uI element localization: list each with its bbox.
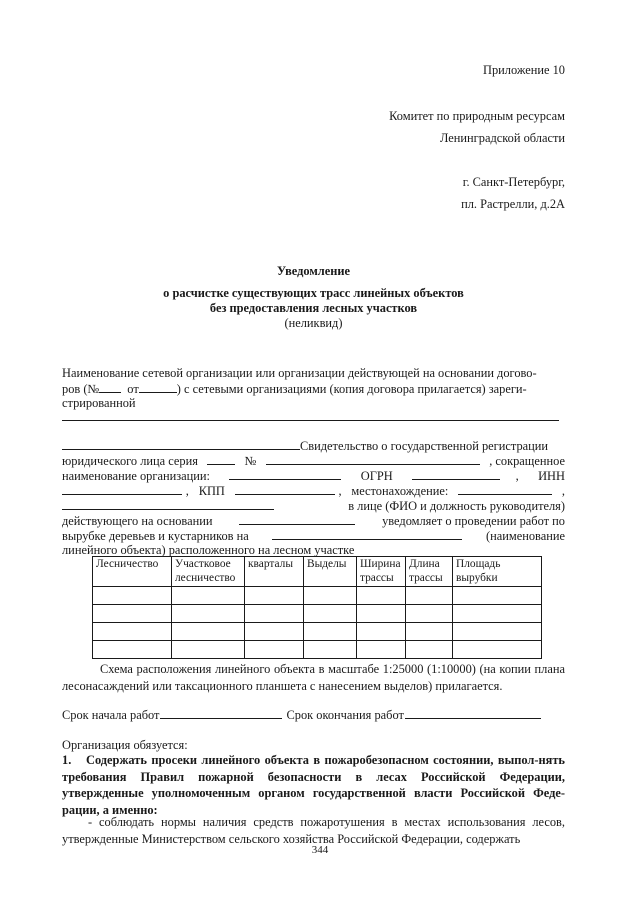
ogrn-sep: , (515, 469, 519, 483)
obligation-item-1 (62, 752, 565, 818)
represented-by-label: в лице (ФИО и должность руководителя) (348, 499, 565, 513)
end-date-label: Срок окончания работ (286, 708, 404, 722)
header-district-forestry: Участковое лесничество (172, 557, 245, 587)
felling-label: вырубке деревьев и кустарников на (62, 529, 249, 543)
reg-number-label: № (244, 454, 257, 468)
location-field-2[interactable] (62, 497, 274, 510)
start-date-label: Срок начала работ (62, 708, 160, 722)
header-felling-area: Площадь вырубки (453, 557, 542, 587)
contract-date-label: от (127, 382, 139, 396)
addressee-org-line2: Ленинградской области (439, 131, 565, 145)
header-forestry: Лесничество (93, 557, 172, 587)
addressee-org-line1: Комитет по природным ресурсам (389, 109, 565, 123)
intro-line3: стрированной (62, 396, 136, 410)
notifies-label: уведомляет о проведении работ по (382, 514, 565, 528)
kpp-field[interactable] (235, 482, 335, 495)
intro-line2-end: ) с сетевыми организациями (копия договора прилагается) зареги- (176, 382, 527, 396)
ogrn-field[interactable] (412, 467, 500, 480)
table-header-row (93, 557, 542, 587)
location-field[interactable] (458, 482, 552, 495)
header-route-width: Ширина трассы (357, 557, 406, 587)
org-name-label: наименование организации: (62, 469, 210, 483)
intro-line1: Наименование сетевой организации или организации действующей на основании догово- (62, 366, 537, 380)
contract-number-field[interactable] (99, 380, 121, 393)
form-line-7: линейного объекта) расположенного на лесном участке (62, 543, 355, 557)
obligation-item-1-number: 1. (62, 753, 72, 767)
obligations-intro: Организация обязуется: (62, 738, 188, 752)
document-subtitle-line2: без предоставления лесных участков (209, 301, 418, 315)
contract-number-label: ров (№ (62, 382, 100, 396)
org-name-field-2[interactable] (62, 437, 300, 450)
start-date-field[interactable] (160, 706, 282, 719)
obligation-item-1-text: Содержать просеки линейного объекта в пожаробезопасном состоянии, выпол-нять требования Правил пожарной безопасности в лесах Российской Федерации, утвержденные уполномоченным органом государственной власти Российской Феде-рации, а именно: (62, 753, 565, 817)
end-date-field[interactable] (405, 706, 541, 719)
document-subtitle-line1: о расчистке существующих трасс линейных объектов (163, 286, 464, 300)
kpp-label: КПП (198, 484, 225, 498)
table-row (93, 623, 542, 641)
document-subtitle-line3: (неликвид) (284, 316, 343, 330)
contract-date-field[interactable] (139, 380, 177, 393)
addressee-city: г. Санкт-Петербург, (462, 175, 565, 189)
header-route-length: Длина трассы (406, 557, 453, 587)
reg-number-field[interactable] (266, 452, 480, 465)
document-title: Уведомление (277, 264, 350, 278)
scheme-paragraph: Схема расположения линейного объекта в масштабе 1:25000 (1:10000) (на копии плана лесонасаждений или таксационного планшета с нанесением выделов) прилагается. (62, 662, 565, 693)
linear-object-field[interactable] (272, 527, 462, 540)
short-name-label: , сокращенное (489, 454, 565, 468)
table-row (93, 587, 542, 605)
series-field[interactable] (207, 452, 235, 465)
obligation-item-1-sub: - соблюдать нормы наличия средств пожаротушения в местах использования лесов, утвержденные Министерством сельского хозяйства Российской Федерации, содержать (62, 815, 565, 846)
short-name-field[interactable] (229, 467, 341, 480)
object-name-label: (наименование (485, 529, 565, 543)
series-label: юридического лица серия (62, 454, 198, 468)
kpp-sep: , (338, 484, 342, 498)
cert-label: Свидетельство о государственной регистрации (300, 439, 549, 453)
inn-label: ИНН (538, 469, 565, 483)
location-sep: , (561, 484, 565, 498)
ogrn-label: ОГРН (360, 469, 393, 483)
dates-line (62, 706, 565, 724)
inn-field[interactable] (62, 482, 182, 495)
org-name-blank-line[interactable] (62, 420, 559, 421)
header-quarters: кварталы (245, 557, 304, 587)
addressee-address: пл. Растрелли, д.2А (461, 197, 565, 211)
header-sections: Выделы (304, 557, 357, 587)
appendix-label: Приложение 10 (483, 63, 565, 77)
basis-field[interactable] (239, 512, 355, 525)
basis-label: действующего на основании (62, 514, 213, 528)
inn-sep: , (185, 484, 189, 498)
location-label: местонахождение: (351, 484, 449, 498)
table-row (93, 641, 542, 659)
page-number: 344 (311, 844, 329, 856)
forest-plot-table (92, 556, 542, 659)
table-row (93, 605, 542, 623)
